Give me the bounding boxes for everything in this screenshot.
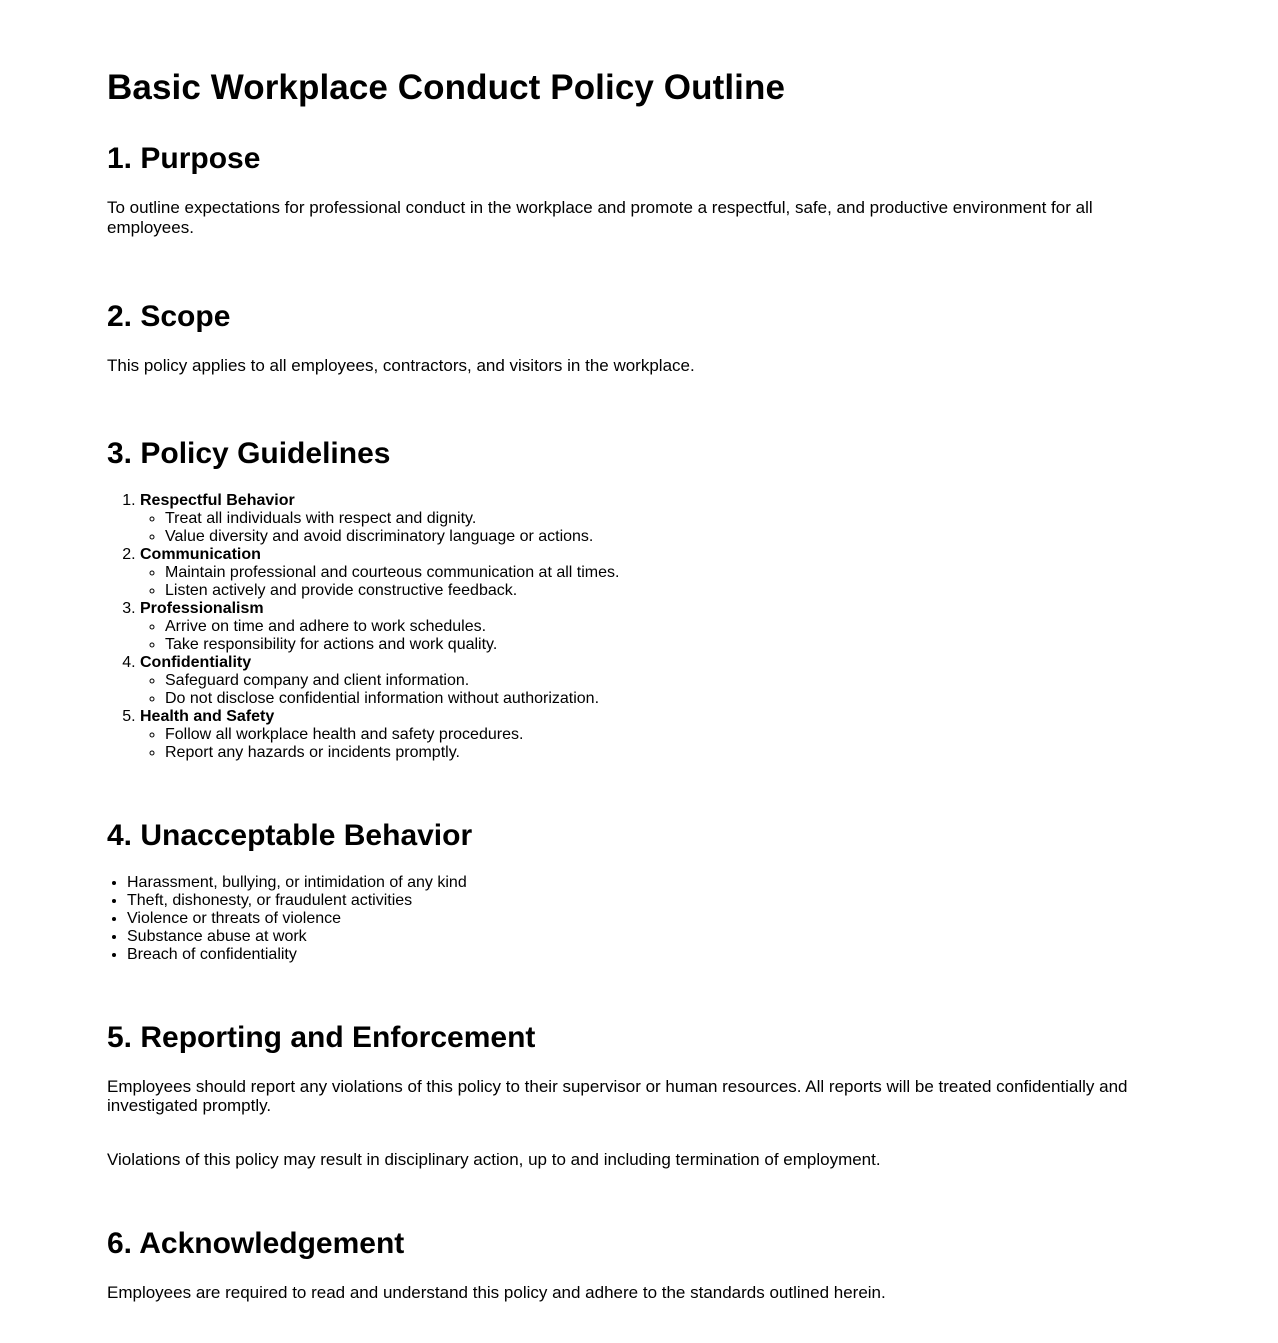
guideline-title: Professionalism — [140, 599, 264, 617]
unacceptable-behavior-list — [107, 874, 1158, 964]
section-heading-reporting-and-enforcement: 5. Reporting and Enforcement — [107, 1020, 536, 1054]
section-heading-scope: 2. Scope — [107, 300, 231, 333]
list-item — [140, 546, 1158, 600]
section-heading-purpose: 1. Purpose — [107, 142, 261, 175]
list-item: ◦ Value diversity and avoid discriminatory language or actions. — [165, 528, 1158, 546]
guideline-title: Health and Safety — [140, 707, 275, 725]
list-item: ◦ Maintain professional and courteous communication at all times. — [165, 564, 1158, 582]
guideline-title: Respectful Behavior — [140, 491, 295, 509]
list-item: • Theft, dishonesty, or fraudulent activities — [127, 892, 1158, 910]
paragraph: To outline expectations for professional conduct in the workplace and promote a respectful, safe, and productive environment for all employees. — [107, 198, 1093, 237]
list-item — [140, 600, 1158, 654]
guideline-title: Communication — [140, 545, 261, 563]
paragraph: Employees are required to read and understand this policy and adhere to the standards outlined herein. — [107, 1283, 886, 1302]
list-item: • Violence or threats of violence — [127, 910, 1158, 928]
list-item: • Breach of confidentiality — [127, 946, 1158, 964]
section-reporting-and-enforcement — [107, 1021, 1158, 1170]
list-item: • Substance abuse at work — [127, 928, 1158, 946]
paragraph: This policy applies to all employees, contractors, and visitors in the workplace. — [107, 356, 695, 375]
section-unacceptable-behavior — [107, 819, 1158, 964]
list-item: ◦ Listen actively and provide constructive feedback. — [165, 582, 1158, 600]
list-item — [140, 708, 1158, 762]
section-policy-guidelines — [107, 437, 1158, 762]
list-item: ◦ Follow all workplace health and safety procedures. — [165, 726, 1158, 744]
list-item: • Harassment, bullying, or intimidation of any kind — [127, 874, 1158, 892]
guideline-subpoints — [140, 564, 1158, 600]
guideline-subpoints — [140, 672, 1158, 708]
paragraph: Employees should report any violations of this policy to their supervisor or human resources. All reports will be treated confidentially and investigated promptly. — [107, 1076, 1128, 1115]
guideline-subpoints — [140, 618, 1158, 654]
section-heading-unacceptable-behavior: 4. Unacceptable Behavior — [107, 818, 473, 852]
section-purpose — [107, 142, 1158, 237]
list-item: ◦ Do not disclose confidential information without authorization. — [165, 690, 1158, 708]
guideline-subpoints — [140, 726, 1158, 762]
page-title: Basic Workplace Conduct Policy Outline — [107, 68, 786, 107]
policy-guidelines-list — [107, 492, 1158, 762]
section-heading-acknowledgement: 6. Acknowledgement — [107, 1227, 405, 1260]
paragraph: Violations of this policy may result in disciplinary action, up to and including termination of employment. — [107, 1149, 881, 1169]
list-item: ◦ Treat all individuals with respect and dignity. — [165, 510, 1158, 528]
section-scope — [107, 300, 1158, 376]
list-item: ◦ Arrive on time and adhere to work schedules. — [165, 618, 1158, 636]
list-item — [140, 492, 1158, 546]
section-heading-policy-guidelines: 3. Policy Guidelines — [107, 436, 391, 470]
list-item: ◦ Take responsibility for actions and work quality. — [165, 636, 1158, 654]
guideline-subpoints — [140, 510, 1158, 546]
list-item: ◦ Safeguard company and client information. — [165, 672, 1158, 690]
guideline-title: Confidentiality — [140, 653, 252, 671]
section-acknowledgement — [107, 1227, 1158, 1303]
list-item: ◦ Report any hazards or incidents promptly. — [165, 744, 1158, 762]
list-item — [140, 654, 1158, 708]
